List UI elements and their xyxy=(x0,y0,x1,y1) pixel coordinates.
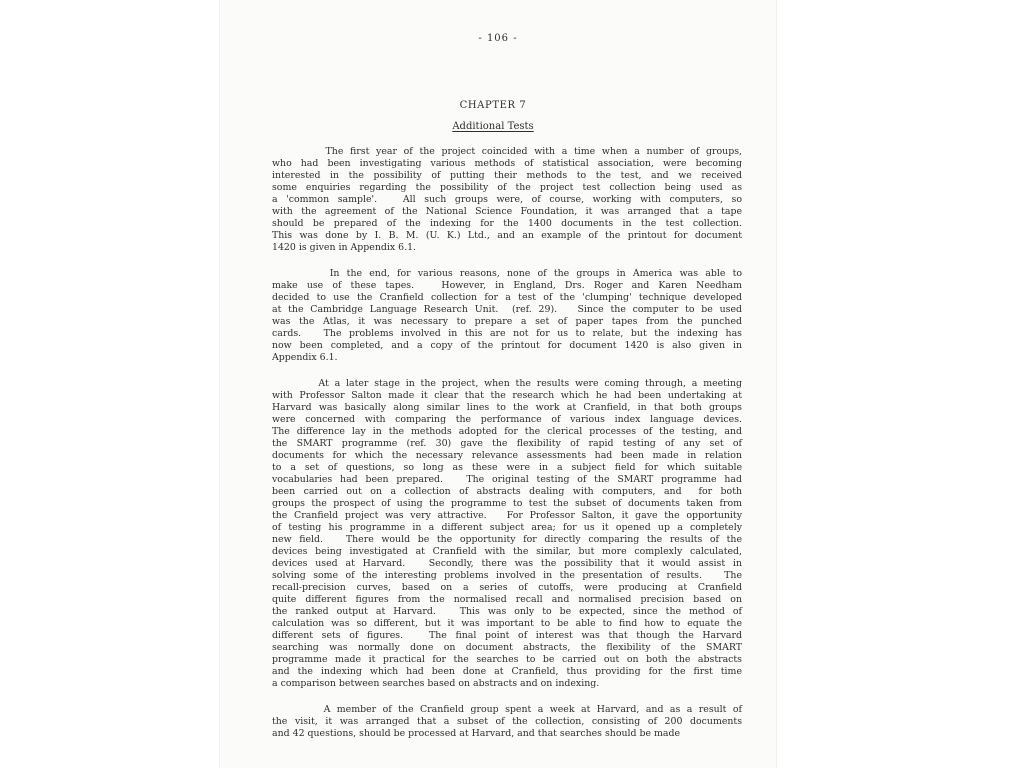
text-line: At a later stage in the project, when the results were coming through, a meeting xyxy=(272,378,742,389)
text-line: who had been investigating various methods of statistical association, were becoming xyxy=(272,158,742,169)
text-line: programme made it practical for the searches to be carried out on both the abstracts xyxy=(272,654,742,665)
paragraph xyxy=(272,268,742,364)
body-text xyxy=(272,146,742,754)
document-page xyxy=(220,0,776,768)
text-line: should be prepared of the indexing for the 1400 documents in the test collection. xyxy=(272,218,742,229)
text-line: with Professor Salton made it clear that the research which he had been undertaking at xyxy=(272,390,742,401)
text-line: calculation was so different, but it was important to be able to find how to equate the xyxy=(272,618,742,629)
text-line: searching was normally done on document abstracts, the flexibility of the SMART xyxy=(272,642,742,653)
text-line: devices being investigated at Cranfield with the similar, but more complexly calculated, xyxy=(272,546,742,557)
chapter-heading: CHAPTER 7 xyxy=(459,100,527,111)
text-line: solving some of the interesting problems involved in the presentation of results. The xyxy=(272,570,742,581)
text-line: quite different figures from the normalised recall and normalised precision based on xyxy=(272,594,742,605)
text-line: This was done by I. B. M. (U. K.) Ltd., and an example of the printout for document xyxy=(272,230,742,241)
text-line: were concerned with comparing the performance of various index language devices. xyxy=(272,414,742,425)
chapter-title: Additional Tests xyxy=(452,121,534,132)
text-line: devices used at Harvard. Secondly, there was the possibility that it would assist in xyxy=(272,558,742,569)
text-line: a comparison between searches based on abstracts and on indexing. xyxy=(272,678,600,689)
text-line: The first year of the project coincided with a time when a number of groups, xyxy=(272,146,742,157)
paragraph xyxy=(272,378,742,690)
paragraph xyxy=(272,146,742,254)
text-line: documents for which the necessary relevance assessments had been made in relation xyxy=(272,450,742,461)
text-line: recall-precision curves, based on a series of cutoffs, were producing at Cranfield xyxy=(272,582,742,593)
page-number: - 106 - xyxy=(478,33,518,44)
text-line: In the end, for various reasons, none of the groups in America was able to xyxy=(272,268,742,279)
text-line: interested in the possibility of putting their methods to the test, and we received xyxy=(272,170,742,181)
text-line: the ranked output at Harvard. This was only to be expected, since the method of xyxy=(272,606,742,617)
text-line: make use of these tapes. However, in England, Drs. Roger and Karen Needham xyxy=(272,280,742,291)
text-line: A member of the Cranfield group spent a week at Harvard, and as a result of xyxy=(272,704,742,715)
text-line: to a set of questions, so long as these were in a subject field for which suitable xyxy=(272,462,742,473)
text-line: the Cranfield project was very attractive. For Professor Salton, it gave the opportunity xyxy=(272,510,742,521)
text-line: Harvard was basically along similar lines to the work at Cranfield, in that both groups xyxy=(272,402,742,413)
text-line: of testing his programme in a different subject area; for us it opened up a completely xyxy=(272,522,742,533)
text-line: was the Atlas, it was necessary to prepare a set of paper tapes from the punched xyxy=(272,316,742,327)
text-line: cards. The problems involved in this are not for us to relate, but the indexing has xyxy=(272,328,742,339)
text-line: Appendix 6.1. xyxy=(272,352,338,363)
text-line: and the indexing which had been done at Cranfield, thus providing for the first time xyxy=(272,666,742,677)
text-line: The difference lay in the methods adopted for the clerical processes of the testing, and xyxy=(272,426,742,437)
text-line: new field. There would be the opportunity for directly comparing the results of the xyxy=(272,534,742,545)
text-line: the SMART programme (ref. 30) gave the flexibility of rapid testing of any set of xyxy=(272,438,742,449)
text-line: now been completed, and a copy of the printout for document 1420 is also given in xyxy=(272,340,742,351)
text-line: been carried out on a collection of abstracts dealing with computers, and for both xyxy=(272,486,742,497)
text-line: the visit, it was arranged that a subset of the collection, consisting of 200 documents xyxy=(272,716,742,727)
text-line: and 42 questions, should be processed at Harvard, and that searches should be made xyxy=(272,728,681,739)
text-line: 1420 is given in Appendix 6.1. xyxy=(272,242,417,253)
text-line: vocabularies had been prepared. The original testing of the SMART programme had xyxy=(272,474,742,485)
text-line: at the Cambridge Language Research Unit. (ref. 29). Since the computer to be used xyxy=(272,304,742,315)
paragraph xyxy=(272,704,742,740)
text-line: with the agreement of the National Science Foundation, it was arranged that a tape xyxy=(272,206,742,217)
text-line: decided to use the Cranfield collection for a test of the 'clumping' technique developed xyxy=(272,292,742,303)
text-line: different sets of figures. The final point of interest was that though the Harvard xyxy=(272,630,742,641)
text-line: a 'common sample'. All such groups were, of course, working with computers, so xyxy=(272,194,742,205)
text-line: groups the prospect of using the programme to test the subset of documents taken from xyxy=(272,498,742,509)
text-line: some enquiries regarding the possibility of the project test collection being used as xyxy=(272,182,742,193)
